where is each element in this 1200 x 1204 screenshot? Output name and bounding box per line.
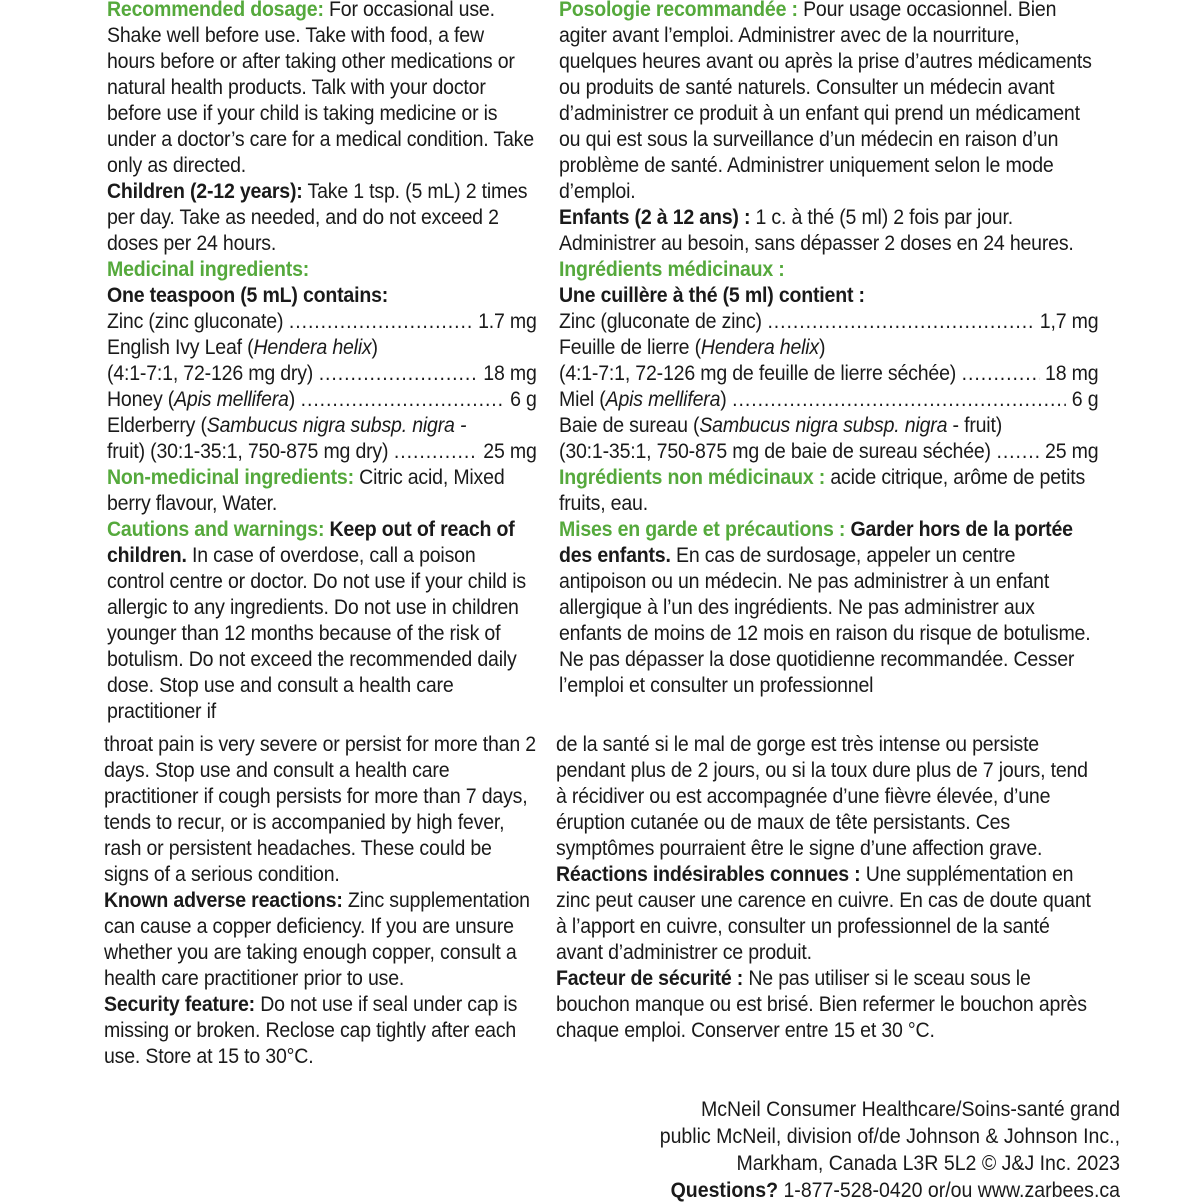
ingredient-label: Zinc (gluconate de zinc) <box>559 310 762 333</box>
adverse-paragraph <box>556 862 1095 966</box>
ingredient-label: (4:1-7:1, 72-126 mg dry) <box>107 362 314 385</box>
questions-label: Questions? <box>670 1179 779 1202</box>
nonmedicinal-text: Citric acid, Mixed berry flavour, Water. <box>107 466 505 515</box>
ingredient-ivy-name: English Ivy Leaf (Hendera helix) <box>107 336 378 359</box>
nonmedicinal-heading: Non-medicinal ingredients: <box>107 466 354 489</box>
french-section-top <box>559 0 1098 699</box>
adverse-paragraph <box>104 888 541 992</box>
security-heading: Security feature: <box>104 993 255 1016</box>
nonmedicinal-paragraph <box>107 465 537 517</box>
dosage-heading: Posologie recommandée : <box>559 0 798 21</box>
adverse-heading: Known adverse reactions: <box>104 889 343 912</box>
ingredient-amount: 18 mg <box>483 362 537 385</box>
ingredient-label: (30:1-35:1, 750-875 mg de baie de sureau séchée) <box>559 440 991 463</box>
ingredient-elderberry-name: Baie de sureau (Sambucus nigra subsp. nigra - fruit) <box>559 414 1003 437</box>
dosage-heading: Recommended dosage: <box>107 0 324 21</box>
nonmedicinal-paragraph <box>559 465 1098 517</box>
scientific-name: Hendera helix <box>253 336 372 359</box>
security-heading: Facteur de sécurité : <box>556 967 744 990</box>
adverse-heading: Réactions indésirables connues : <box>556 863 861 886</box>
ingredient-elderberry <box>559 439 1098 465</box>
ingredient-zinc <box>559 309 1098 335</box>
cautions-heading: Cautions and warnings: <box>107 518 325 541</box>
scientific-name: Hendera helix <box>700 336 820 359</box>
children-paragraph <box>107 179 537 257</box>
ingredient-label: Miel (Apis mellifera) <box>559 388 727 411</box>
security-paragraph <box>556 966 1095 1044</box>
dosage-paragraph <box>559 0 1098 205</box>
scientific-name: Sambucus nigra subsp. nigra - <box>206 414 467 437</box>
scientific-name: Sambucus nigra subsp. nigra <box>699 414 948 437</box>
ingredient-label: (4:1-7:1, 72-126 mg de feuille de lierre séchée) <box>559 362 957 385</box>
children-text: Take 1 tsp. (5 mL) 2 times per day. Take as needed, and do not exceed 2 doses per 24 hours. <box>107 180 528 255</box>
medicinal-heading: Ingrédients médicinaux : <box>559 258 785 281</box>
children-paragraph <box>559 205 1098 257</box>
cautions-paragraph <box>107 517 537 725</box>
english-section-bottom <box>104 732 541 1070</box>
dosage-text: For occasional use. Shake well before use. Take with food, a few hours before or after taking other medications or natural health products. Talk with your doctor before use if your child is taking medicine or is under a doctor’s care for a medical condition. Take only as directed. <box>107 0 534 177</box>
security-text: Do not use if seal under cap is missing or broken. Reclose cap tightly after each use. Store at 15 to 30°C. <box>104 993 518 1068</box>
ingredient-amount: 18 mg <box>1045 362 1099 385</box>
children-text: 1 c. à thé (5 ml) 2 fois par jour. Administrer au besoin, sans dépasser 2 doses en 24 heures. <box>559 206 1074 255</box>
ingredient-amount: 6 g <box>510 388 537 411</box>
nonmedicinal-heading: Ingrédients non médicinaux : <box>559 466 826 489</box>
security-text: Ne pas utiliser si le sceau sous le bouchon manque ou est brisé. Bien refermer le bouchon après chaque emploi. Conserver entre 15 et 30 °C. <box>556 967 1087 1042</box>
footer-line-3: Markham, Canada L3R 5L2 © J&J Inc. 2023 <box>736 1152 1120 1175</box>
adverse-text: Une supplémentation en zinc peut causer une carence en cuivre. En cas de doute quant à l’apport en cuivre, consulter un professionnel de la santé avant d’administrer ce produit. <box>556 863 1091 964</box>
cautions-bold: Garder hors de la portée des enfants. <box>559 518 1073 567</box>
ingredient-honey <box>559 387 1098 413</box>
questions-contact: 1-877-528-0420 or/ou www.zarbees.ca <box>778 1179 1120 1202</box>
ingredient-amount: 6 g <box>1071 388 1099 411</box>
ingredient-ivy-name: Feuille de lierre (Hendera helix) <box>559 336 826 359</box>
ingredient-amount: 1,7 mg <box>1039 310 1099 333</box>
ingredient-label: Zinc (zinc gluconate) <box>107 310 284 333</box>
children-heading: Children (2-12 years): <box>107 180 303 203</box>
ingredient-amount: 1.7 mg <box>478 310 537 333</box>
ingredient-elderberry-name: Elderberry (Sambucus nigra subsp. nigra - <box>107 414 467 437</box>
scientific-name: Apis mellifera <box>605 388 721 411</box>
cautions-text: In case of overdose, call a poison control centre or doctor. Do not use if your child is allergic to any ingredients. Do not use in children younger than 12 months because of the risk of botulism. Do not exceed the recommended daily dose. Stop use and consult a health care practitioner if <box>107 544 526 723</box>
medicinal-subheading: One teaspoon (5 mL) contains: <box>107 284 389 307</box>
adverse-text: Zinc supplementation can cause a copper deficiency. If you are unsure whether you are taking enough copper, consult a health care practitioner prior to use. <box>104 889 530 990</box>
ingredient-honey <box>107 387 537 413</box>
ingredient-label: fruit) (30:1-35:1, 750-875 mg dry) <box>107 440 389 463</box>
medicinal-subheading: Une cuillère à thé (5 ml) contient : <box>559 284 865 307</box>
security-paragraph <box>104 992 541 1070</box>
ingredient-zinc <box>107 309 537 335</box>
english-section-top <box>107 0 537 725</box>
medicinal-heading: Medicinal ingredients: <box>107 258 310 281</box>
footer-line-1: McNeil Consumer Healthcare/Soins-santé grand <box>700 1098 1120 1121</box>
ingredient-elderberry <box>107 439 537 465</box>
dosage-text: Pour usage occasionnel. Bien agiter avant l’emploi. Administrer avec de la nourriture, quelques heures avant ou après la prise d’autres médicaments ou produits de santé naturels. Consulter un médecin avant d’administrer ce produit à un enfant qui prend un médicament ou qui est sous la surveillance d’un médecin en raison d’un problème de santé. Administrer uniquement selon le mode d’emploi. <box>559 0 1092 203</box>
ingredient-ivy <box>559 361 1098 387</box>
manufacturer-footer <box>599 1096 1120 1204</box>
cautions-text: En cas de surdosage, appeler un centre antipoison ou un médecin. Ne pas administrer à un enfant allergique à l’un des ingrédients. Ne pas administrer aux enfants de moins de 12 mois en raison du risque de botulisme. Ne pas dépasser la dose quotidienne recommandée. Cesser l’emploi et consulter un professionnel <box>559 544 1091 697</box>
scientific-name: Apis mellifera <box>174 388 289 411</box>
footer-line-2: public McNeil, division of/de Johnson & Johnson Inc., <box>659 1125 1120 1148</box>
ingredient-ivy <box>107 361 537 387</box>
cautions-continued: de la santé si le mal de gorge est très intense ou persiste pendant plus de 2 jours, ou si la toux dure plus de 7 jours, tend à récidiver ou est accompagnée d’une fièvre élevée, d’une éruption cutanée ou de maux de tête persistants. Ces symptômes pourraient être le signe d’une affection grave. <box>556 733 1088 860</box>
nonmedicinal-text: acide citrique, arôme de petits fruits, eau. <box>559 466 1086 515</box>
cautions-continued: throat pain is very severe or persist for more than 2 days. Stop use and consult a health care practitioner if cough persists for more than 7 days, tends to recur, or is accompanied by high fever, rash or persistent headaches. These could be signs of a serious condition. <box>104 733 536 886</box>
cautions-heading: Mises en garde et précautions : <box>559 518 846 541</box>
ingredient-amount: 25 mg <box>1045 440 1099 463</box>
ingredient-label: Honey (Apis mellifera) <box>107 388 296 411</box>
children-heading: Enfants (2 à 12 ans) : <box>559 206 751 229</box>
cautions-bold: Keep out of reach of children. <box>107 518 515 567</box>
cautions-paragraph <box>559 517 1098 699</box>
dosage-paragraph <box>107 0 537 179</box>
french-section-bottom <box>556 732 1095 1044</box>
ingredient-amount: 25 mg <box>483 440 537 463</box>
